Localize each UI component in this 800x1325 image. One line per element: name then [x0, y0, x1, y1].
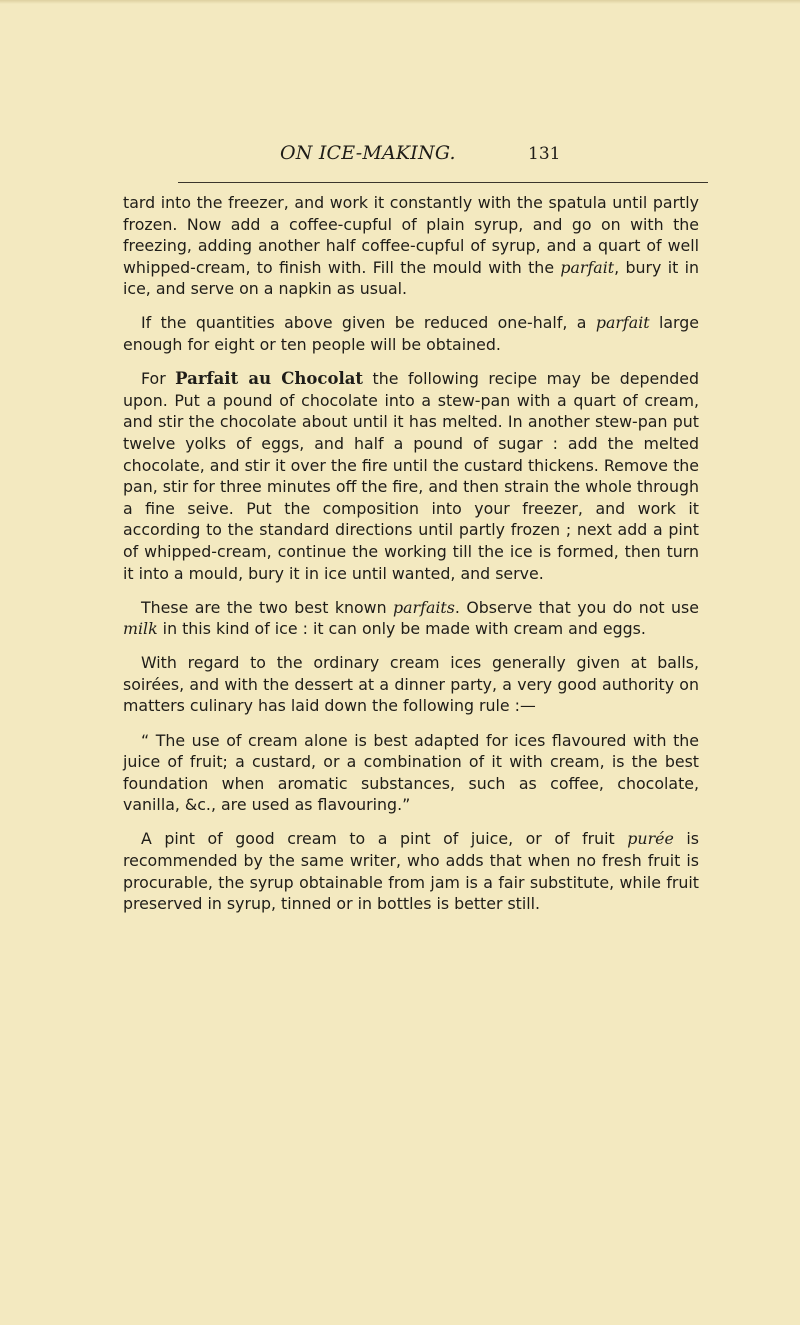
- paragraph-7-italic-puree: purée: [627, 829, 674, 849]
- paragraph-1-text-a: tard into the freezer, and work it constantly with the spatula until partly frozen. Now add a coffee-cupful of plain syrup, and go on with the freezing, adding another half coffee-cupful of syrup, and a quart of well whipped-cream, to finish with. Fill the mould with the: [123, 193, 699, 277]
- paragraph-3-text-b: the following recipe may be depended upon. Put a pound of chocolate into a stew-pan with a quart of cream, and stir the chocolate about until it has melted. In another stew-pan put twelve yolks of eggs, and half a pound of sugar : add the melted chocolate, and stir it over the fire until the custard thickens. Remove the pan, stir for three minutes off the fire, and then strain the whole through a fine seive. Put the composition into your freezer, and work it according to the standard directions until partly frozen ; next add a pint of whipped-cream, continue the working till the ice is formed, then turn it into a mould, bury it in ice until wanted, and serve.: [123, 369, 699, 583]
- paragraph-4-italic-milk: milk: [123, 619, 158, 639]
- paragraph-5: With regard to the ordinary cream ices generally given at balls, soirées, and with the dessert at a dinner party, a very good authority on matters culinary has laid down the following rule :—: [123, 653, 699, 716]
- paragraph-4-text-c: in this kind of ice : it can only be made with cream and eggs.: [157, 619, 646, 639]
- page-header: [178, 142, 708, 180]
- page-number: 131: [528, 144, 561, 164]
- paragraph-4-text-b: . Observe that you do not use: [454, 597, 699, 617]
- paragraph-7: [123, 828, 699, 914]
- quoted-rule: “ The use of cream alone is best adapted for ices flavoured with the juice of fruit; a custard, or a combination of it with cream, is the best foundation when aromatic substances, such as coffee, chocolate, vanilla, &c., are used as flavouring.”: [123, 730, 699, 815]
- paragraph-3: [123, 368, 699, 584]
- page-top-edge: [0, 0, 800, 4]
- paragraph-2-text-b: large enough for eight or ten people will be obtained.: [123, 313, 700, 355]
- paragraph-2: [123, 312, 699, 355]
- paragraph-1: [123, 192, 699, 300]
- paragraph-7-text-a: A pint of good cream to a pint of juice, or of fruit: [141, 829, 628, 849]
- paragraph-7-text-b: is recommended by the same writer, who adds that when no fresh fruit is procurable, the syrup obtainable from jam is a fair substitute, while fruit preserved in syrup, tinned or in bottles is better still.: [123, 829, 700, 914]
- paragraph-1-text-b: , bury it in ice, and serve on a napkin as usual.: [123, 257, 700, 299]
- paragraph-2-italic-parfait: parfait: [595, 313, 650, 333]
- paragraph-4-text-a: These are the two best known: [141, 597, 394, 617]
- header-rule: [178, 182, 708, 183]
- recipe-heading-parfait-au-chocolat: Parfait au Chocolat: [175, 369, 364, 389]
- paragraph-4: [123, 597, 699, 640]
- running-head: ON ICE-MAKING.: [280, 142, 456, 164]
- body-text: [123, 192, 699, 927]
- paragraph-2-text-a: If the quantities above given be reduced one-half, a: [141, 313, 596, 333]
- paragraph-1-italic-parfait: parfait: [560, 257, 615, 277]
- paragraph-3-text-a: For: [141, 369, 176, 389]
- paragraph-4-italic-parfaits: parfaits: [393, 597, 455, 617]
